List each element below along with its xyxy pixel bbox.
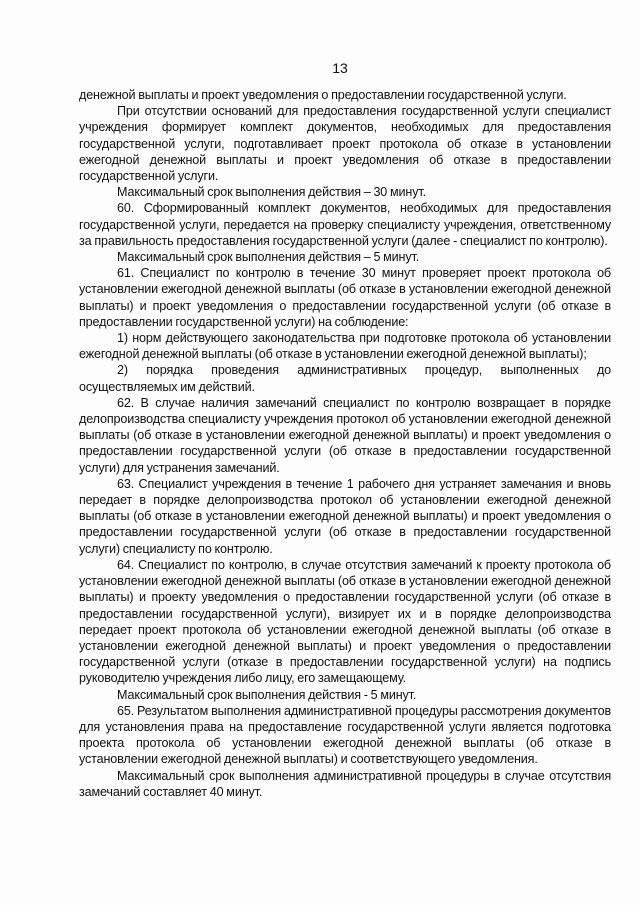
document-body bbox=[79, 87, 611, 800]
paragraph: Максимальный срок выполнения действия – 30 минут. bbox=[117, 185, 426, 200]
paragraph: 65. Результатом выполнения административной процедуры рассмотрения документов для установления права на предоставление государственной услуги является подготовка проекта протокола об установлении ежегодной денежной выплаты (об отказе в установлении ежегодной денежной выплаты) и соответствующего уведомления. bbox=[79, 703, 611, 767]
paragraph: Максимальный срок выполнения административной процедуры в случае отсутствия замечаний составляет 40 минут. bbox=[79, 768, 611, 799]
paragraph: При отсутствии оснований для предоставления государственной услуги специалист учреждения формирует комплект документов, необходимых для предоставления государственной услуги, подготавливает проект протокола об отказе в установлении ежегодной денежной выплаты и проект уведомления об отказе в предоставлении государственной услуги. bbox=[79, 104, 611, 184]
paragraph: 62. В случае наличия замечаний специалист по контролю возвращает в порядке делопроизводства специалисту учреждения протокол об установлении ежегодной денежной выплаты (об отказе в установлении ежегодной денежной выплаты) и проект уведомления о предоставлении государственной услуги (об отказе в предоставлении государственной услуги) для устранения замечаний. bbox=[79, 395, 611, 475]
paragraph: денежной выплаты и проект уведомления о предоставлении государственной услуги. bbox=[79, 88, 567, 102]
paragraph: Максимальный срок выполнения действия – 5 минут. bbox=[117, 250, 420, 265]
paragraph: 60. Сформированный комплект документов, необходимых для предоставления государственной услуги, передается на проверку специалисту учреждения, ответственному за правильность предоставления государственной услуги (далее - специалист по контролю). bbox=[79, 201, 611, 248]
paragraph: 1) норм действующего законодательства при подготовке протокола об установлении ежегодной денежной выплаты (об отказе в установлении ежегодной денежной выплаты); bbox=[79, 331, 611, 362]
paragraph: 64. Специалист по контролю, в случае отсутствия замечаний к проекту протокола об установлении ежегодной денежной выплаты (об отказе в установлении ежегодной денежной выплаты) и проекту уведомления о предоставлении государственной услуги (об отказе в предоставлении государственной услуги), визирует их и в порядке делопроизводства передает проект протокола об установлении ежегодной денежной выплаты (об отказе в установлении ежегодной денежной выплаты) и проект уведомления о предоставлении государственной услуги (отказе в предоставлении государственной услуги) на подпись руководителю учреждения либо лицу, его замещающему. bbox=[79, 557, 611, 686]
paragraph: 2) порядка проведения административных процедур, выполненных до осуществляемых им действий. bbox=[79, 363, 611, 394]
paragraph: Максимальный срок выполнения действия - 5 минут. bbox=[117, 687, 417, 702]
paragraph: 63. Специалист учреждения в течение 1 рабочего дня устраняет замечания и вновь передает в порядке делопроизводства протокол об установлении ежегодной денежной выплаты (об отказе в установлении ежегодной денежной выплаты) и проект уведомления о предоставлении государственной услуги (об отказе в предоставлении государственной услуги) специалисту по контролю. bbox=[79, 476, 611, 556]
paragraph: 61. Специалист по контролю в течение 30 минут проверяет проект протокола об установлении ежегодной денежной выплаты (об отказе в установлении ежегодной денежной выплаты) и проект уведомления о предоставлении государственной услуги (об отказе в предоставлении государственной услуги) на соблюдение: bbox=[79, 266, 611, 329]
page-number: 13 bbox=[332, 60, 348, 76]
